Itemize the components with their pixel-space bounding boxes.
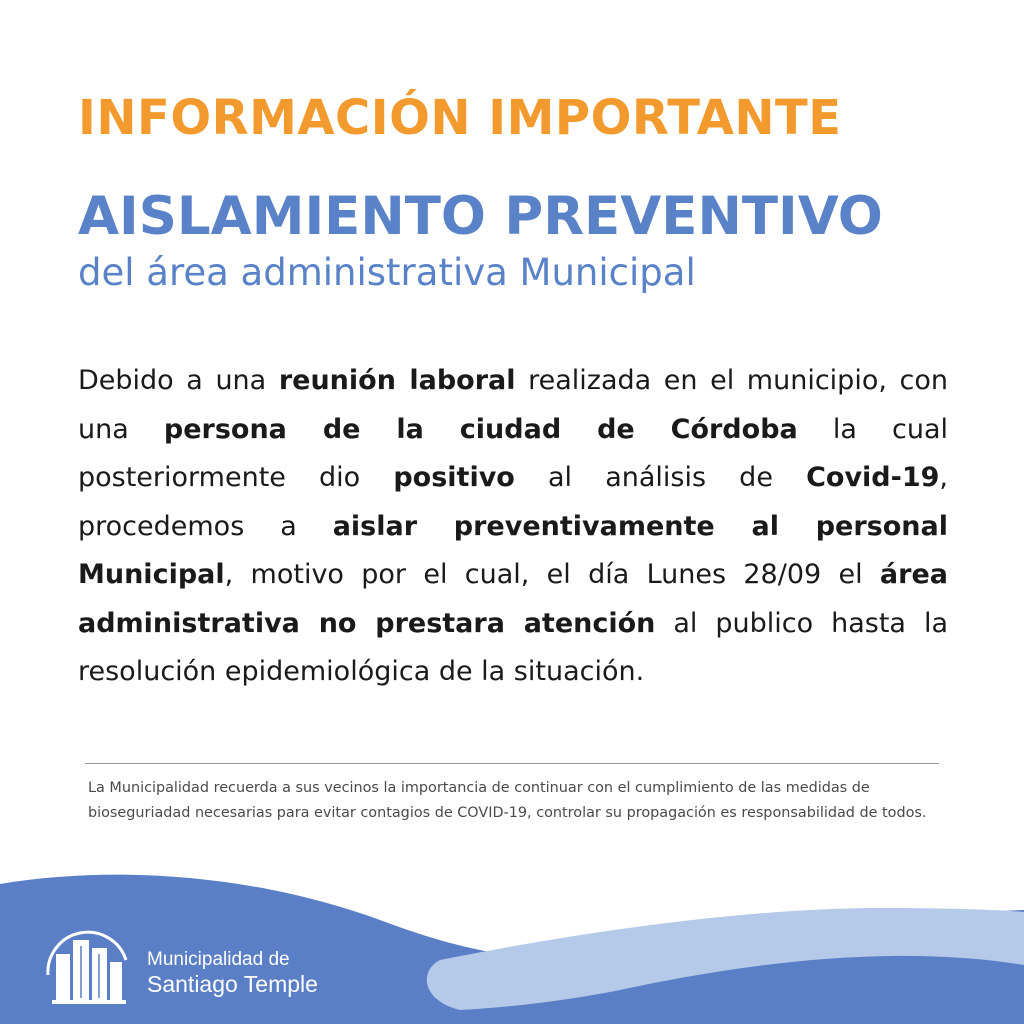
kicker-title: INFORMACIÓN IMPORTANTE bbox=[78, 90, 842, 146]
body-emphasis: persona de la ciudad de Córdoba bbox=[163, 413, 798, 445]
body-text-run: , motivo por el cual, el día Lunes 28/09 el bbox=[224, 559, 880, 590]
logo-wordmark bbox=[147, 948, 318, 996]
footnote: La Municipalidad recuerda a sus vecinos la importancia de continuar con el cumplimiento de las medidas de bioseguriadad necesarias para evitar contagios de COVID-19, controlar su propagación es responsabilidad de todos. bbox=[88, 780, 927, 821]
body-text-run: la cual posteriormente dio bbox=[78, 413, 949, 493]
logo-line-2: Santiago Temple bbox=[147, 971, 318, 997]
announcement-body bbox=[78, 357, 948, 697]
body-text-run: Debido a una bbox=[78, 365, 279, 396]
logo-line-1: Municipalidad de bbox=[147, 949, 290, 970]
body-text-run: al análisis de bbox=[514, 462, 807, 493]
body-emphasis: Covid-19 bbox=[806, 462, 940, 493]
building-arch-icon bbox=[40, 920, 135, 1012]
body-emphasis: reunión laboral bbox=[278, 365, 516, 396]
subheadline: del área administrativa Municipal bbox=[78, 251, 696, 294]
footer-waves bbox=[0, 870, 1024, 1024]
body-text-run: realizada en el municipio, con una bbox=[78, 365, 949, 445]
divider bbox=[85, 763, 939, 764]
body-emphasis: positivo bbox=[393, 462, 515, 493]
headline: AISLAMIENTO PREVENTIVO bbox=[78, 186, 883, 247]
body-text-run: , procedemos a bbox=[78, 462, 948, 542]
body-emphasis: aislar preventivamente al personal Municipal bbox=[78, 510, 948, 590]
body-emphasis: área administrativa no prestara atención bbox=[78, 559, 948, 639]
body-text-run: al publico hasta la resolución epidemiológica de la situación. bbox=[78, 607, 948, 687]
